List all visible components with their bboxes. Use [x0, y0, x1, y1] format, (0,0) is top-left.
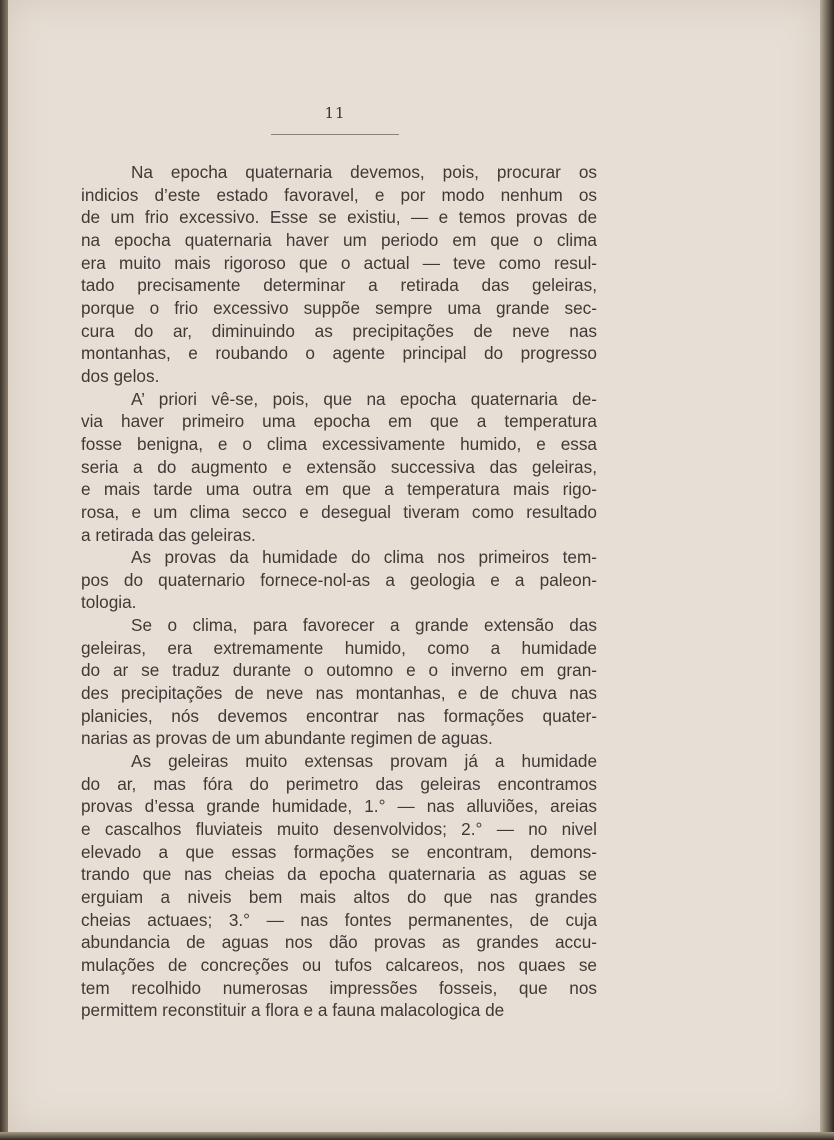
header-rule — [271, 134, 399, 135]
text-line: via haver primeiro uma epocha em que a temperatura — [81, 411, 597, 432]
text-line: indicios d’este estado favoravel, e por modo nenhum os — [81, 184, 597, 205]
bottom-page-edge — [0, 1132, 834, 1140]
text-line: fosse benigna, e o clima excessivamente humido, e essa — [81, 433, 597, 454]
left-binding-edge — [0, 0, 8, 1140]
text-line: tem recolhido numerosas impressões fosseis, que nos — [81, 977, 597, 998]
right-page-edge — [820, 0, 834, 1140]
text-line: narias as provas de um abundante regimen de aguas. — [81, 728, 493, 749]
body-text — [81, 161, 597, 1022]
text-line: rosa, e um clima secco e desegual tiveram como resultado — [81, 501, 597, 522]
text-line: Se o clima, para favorecer a grande extensão das — [131, 615, 597, 636]
text-line: do ar, mas fóra do perimetro das geleiras encontramos — [81, 773, 597, 794]
text-line: pos do quaternario fornece-nol-as a geologia e a paleon- — [81, 569, 597, 590]
page-number: 11 — [324, 104, 346, 122]
text-line: geleiras, era extremamente humido, como a humidade — [81, 637, 597, 658]
text-line: de um frio excessivo. Esse se existiu, — e temos provas de — [81, 207, 597, 228]
paragraph — [81, 546, 597, 614]
text-line: trando que nas cheias da epocha quaternaria as aguas se — [81, 864, 597, 885]
text-line: era muito mais rigoroso que o actual — teve como resul- — [81, 252, 597, 273]
text-line: permittem reconstituir a flora e a fauna malacologica de — [81, 1000, 505, 1021]
paragraph — [81, 750, 597, 1022]
text-line: e cascalhos fluviateis muito desenvolvidos; 2.° — no nivel — [81, 819, 597, 840]
text-line: tologia. — [81, 592, 137, 613]
text-line: A’ priori vê-se, pois, que na epocha quaternaria de- — [131, 388, 597, 409]
text-line: Na epocha quaternaria devemos, pois, procurar os — [131, 162, 597, 182]
text-line: As geleiras muito extensas provam já a humidade — [131, 751, 597, 772]
text-line: na epocha quaternaria haver um periodo em que o clima — [81, 229, 597, 250]
text-line: e mais tarde uma outra em que a temperatura mais rigo- — [81, 479, 597, 500]
paragraph — [81, 388, 597, 547]
text-line: erguiam a niveis bem mais altos do que nas grandes — [81, 887, 597, 907]
text-line: tado precisamente determinar a retirada das geleiras, — [81, 275, 597, 296]
text-line: do ar se traduz durante o outomno e o inverno em gran- — [81, 660, 597, 681]
text-line: As provas da humidade do clima nos primeiros tem- — [131, 547, 597, 568]
text-line: elevado a que essas formações se encontram, demons- — [81, 841, 597, 862]
text-line: abundancia de aguas nos dão provas as grandes accu- — [81, 932, 597, 953]
text-line: porque o frio excessivo suppõe sempre uma grande sec- — [81, 297, 597, 318]
text-line: planicies, nós devemos encontrar nas formações quater- — [81, 705, 597, 726]
text-line: seria a do augmento e extensão successiva das geleiras, — [81, 456, 597, 477]
text-line: des precipitações de neve nas montanhas, e de chuva nas — [81, 683, 597, 704]
text-line: provas d’essa grande humidade, 1.° — nas alluviões, areias — [81, 796, 597, 817]
text-line: montanhas, e roubando o agente principal do progresso — [81, 343, 597, 364]
paragraph — [81, 614, 597, 750]
text-line: a retirada das geleiras. — [81, 524, 256, 545]
paragraph — [81, 161, 597, 388]
text-line: dos gelos. — [81, 365, 160, 386]
text-line: mulações de concreções ou tufos calcareos, nos quaes se — [81, 954, 597, 975]
text-line: cheias actuaes; 3.° — nas fontes permanentes, de cuja — [81, 909, 597, 930]
text-line: cura do ar, diminuindo as precipitações de neve nas — [81, 320, 597, 341]
